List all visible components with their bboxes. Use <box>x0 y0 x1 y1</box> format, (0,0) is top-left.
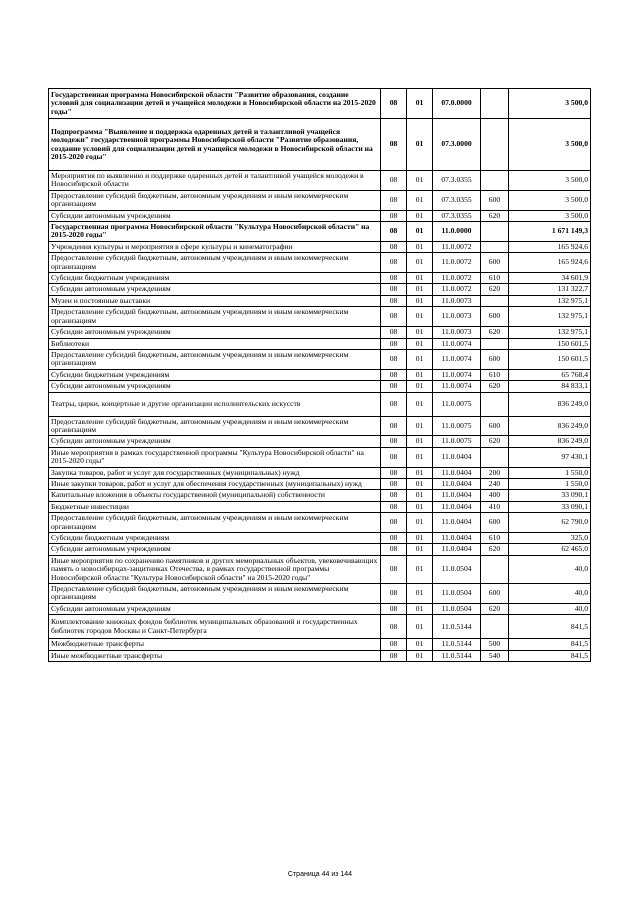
row-subsection-cell: 01 <box>407 467 433 478</box>
row-section-cell: 08 <box>381 478 407 489</box>
row-name-cell: Субсидии бюджетным учреждениям <box>49 369 381 380</box>
table-row <box>49 501 591 512</box>
row-subsection-cell: 01 <box>407 171 433 191</box>
row-target-cell: 07.0.0000 <box>433 89 481 119</box>
row-name-cell: Субсидии автономным учреждениям <box>49 603 381 614</box>
row-section-cell: 08 <box>381 584 407 604</box>
row-amount-cell: 3 500,0 <box>509 210 591 221</box>
row-expense-type-cell <box>481 171 509 191</box>
row-amount-cell: 40,0 <box>509 555 591 583</box>
row-target-cell: 11.0.0000 <box>433 222 481 242</box>
row-subsection-cell: 01 <box>407 584 433 604</box>
row-subsection-cell: 01 <box>407 273 433 284</box>
row-subsection-cell: 01 <box>407 284 433 295</box>
row-subsection-cell: 01 <box>407 210 433 221</box>
row-subsection-cell: 01 <box>407 555 433 583</box>
row-target-cell: 11.0.0073 <box>433 307 481 327</box>
row-section-cell: 08 <box>381 327 407 338</box>
table-row <box>49 447 591 467</box>
row-expense-type-cell: 540 <box>481 650 509 661</box>
table-row <box>49 436 591 447</box>
row-expense-type-cell: 600 <box>481 513 509 533</box>
row-subsection-cell: 01 <box>407 544 433 555</box>
row-subsection-cell: 01 <box>407 416 433 436</box>
row-expense-type-cell: 410 <box>481 501 509 512</box>
row-amount-cell: 165 924,6 <box>509 253 591 273</box>
table-row <box>49 307 591 327</box>
row-section-cell: 08 <box>381 338 407 349</box>
row-name-cell: Иные мероприятия по сохранению памятников и других мемориальных объектов, увековечивающих память о новосибирцах-защитниках Отечества, в рамках государственной программы Новосибирской области "Культура Новосибирской области" на 2015-2020 годы" <box>49 555 381 583</box>
row-name-cell: Библиотеки <box>49 338 381 349</box>
row-name-cell: Предоставление субсидий бюджетным, автономным учреждениям и иным некоммерческим организациям <box>49 349 381 369</box>
row-subsection-cell: 01 <box>407 307 433 327</box>
row-expense-type-cell <box>481 89 509 119</box>
row-subsection-cell: 01 <box>407 639 433 650</box>
row-amount-cell: 150 601,5 <box>509 349 591 369</box>
row-amount-cell: 325,0 <box>509 533 591 544</box>
row-subsection-cell: 01 <box>407 253 433 273</box>
row-target-cell: 11.0.0075 <box>433 392 481 416</box>
row-name-cell: Субсидии бюджетным учреждениям <box>49 533 381 544</box>
row-section-cell: 08 <box>381 210 407 221</box>
row-target-cell: 11.0.0074 <box>433 349 481 369</box>
row-section-cell: 08 <box>381 222 407 242</box>
table-row <box>49 171 591 191</box>
table-row <box>49 650 591 661</box>
row-section-cell: 08 <box>381 284 407 295</box>
row-expense-type-cell: 620 <box>481 436 509 447</box>
row-name-cell: Межбюджетные трансферты <box>49 639 381 650</box>
row-expense-type-cell: 620 <box>481 544 509 555</box>
row-section-cell: 08 <box>381 639 407 650</box>
row-target-cell: 07.3.0355 <box>433 190 481 210</box>
row-expense-type-cell: 620 <box>481 603 509 614</box>
table-row <box>49 416 591 436</box>
row-target-cell: 11.0.0073 <box>433 327 481 338</box>
row-expense-type-cell: 600 <box>481 416 509 436</box>
row-target-cell: 11.0.0075 <box>433 436 481 447</box>
row-subsection-cell: 01 <box>407 381 433 392</box>
row-amount-cell: 3 500,0 <box>509 89 591 119</box>
row-target-cell: 11.0.0504 <box>433 584 481 604</box>
row-target-cell: 11.0.0504 <box>433 603 481 614</box>
row-section-cell: 08 <box>381 171 407 191</box>
row-amount-cell: 836 249,0 <box>509 392 591 416</box>
row-expense-type-cell <box>481 555 509 583</box>
row-target-cell: 11.0.0072 <box>433 273 481 284</box>
row-target-cell: 11.0.0404 <box>433 478 481 489</box>
row-name-cell: Закупка товаров, работ и услуг для государственных (муниципальных) нужд <box>49 467 381 478</box>
table-row <box>49 222 591 242</box>
row-expense-type-cell: 620 <box>481 381 509 392</box>
row-name-cell: Комплектование книжных фондов библиотек муниципальных образований и государственных библиотек городов Москвы и Санкт-Петербурга <box>49 615 381 639</box>
table-row <box>49 392 591 416</box>
row-expense-type-cell: 610 <box>481 273 509 284</box>
row-name-cell: Субсидии автономным учреждениям <box>49 544 381 555</box>
row-target-cell: 11.0.5144 <box>433 650 481 661</box>
budget-table <box>48 88 591 662</box>
row-expense-type-cell: 200 <box>481 467 509 478</box>
table-row <box>49 584 591 604</box>
row-section-cell: 08 <box>381 501 407 512</box>
row-expense-type-cell: 610 <box>481 369 509 380</box>
row-amount-cell: 1 550,0 <box>509 467 591 478</box>
row-target-cell: 11.0.0074 <box>433 381 481 392</box>
row-subsection-cell: 01 <box>407 501 433 512</box>
table-row <box>49 253 591 273</box>
row-section-cell: 08 <box>381 190 407 210</box>
row-name-cell: Предоставление субсидий бюджетным, автономным учреждениям и иным некоммерческим организациям <box>49 416 381 436</box>
row-amount-cell: 132 975,1 <box>509 327 591 338</box>
row-name-cell: Музеи и постоянные выставки <box>49 295 381 306</box>
row-amount-cell: 1 671 149,3 <box>509 222 591 242</box>
row-name-cell: Подпрограмма "Выявление и поддержка одаренных детей и талантливой учащейся молодежи" государственной программы Новосибирской области "Развитие образования, создание условий для социализации детей и учащейся молодежи в Новосибирской области на 2015-2020 годы" <box>49 119 381 171</box>
table-row <box>49 210 591 221</box>
table-row <box>49 369 591 380</box>
row-amount-cell: 40,0 <box>509 584 591 604</box>
row-name-cell: Субсидии автономным учреждениям <box>49 381 381 392</box>
row-section-cell: 08 <box>381 273 407 284</box>
row-expense-type-cell <box>481 615 509 639</box>
table-row <box>49 467 591 478</box>
row-target-cell: 11.0.0404 <box>433 490 481 501</box>
row-name-cell: Государственная программа Новосибирской области "Культура Новосибирской области" на 2015-2020 годы" <box>49 222 381 242</box>
row-amount-cell: 97 430,1 <box>509 447 591 467</box>
row-name-cell: Предоставление субсидий бюджетным, автономным учреждениям и иным некоммерческим организациям <box>49 253 381 273</box>
row-subsection-cell: 01 <box>407 533 433 544</box>
row-name-cell: Субсидии автономным учреждениям <box>49 436 381 447</box>
row-expense-type-cell: 600 <box>481 253 509 273</box>
row-section-cell: 08 <box>381 603 407 614</box>
row-subsection-cell: 01 <box>407 490 433 501</box>
row-name-cell: Учреждения культуры и мероприятия в сфере культуры и кинематографии <box>49 241 381 252</box>
row-subsection-cell: 01 <box>407 392 433 416</box>
table-row <box>49 603 591 614</box>
row-section-cell: 08 <box>381 615 407 639</box>
row-target-cell: 11.0.0072 <box>433 253 481 273</box>
row-amount-cell: 34 601,9 <box>509 273 591 284</box>
row-expense-type-cell <box>481 241 509 252</box>
row-section-cell: 08 <box>381 447 407 467</box>
table-row <box>49 544 591 555</box>
row-section-cell: 08 <box>381 253 407 273</box>
row-target-cell: 11.0.0075 <box>433 416 481 436</box>
row-name-cell: Субсидии автономным учреждениям <box>49 284 381 295</box>
row-section-cell: 08 <box>381 555 407 583</box>
row-subsection-cell: 01 <box>407 447 433 467</box>
row-amount-cell: 1 550,0 <box>509 478 591 489</box>
table-row <box>49 190 591 210</box>
row-expense-type-cell <box>481 392 509 416</box>
row-section-cell: 08 <box>381 533 407 544</box>
row-name-cell: Иные межбюджетные трансферты <box>49 650 381 661</box>
row-amount-cell: 62 465,0 <box>509 544 591 555</box>
row-name-cell: Мероприятия по выявлению и поддержке одаренных детей и талантливой учащейся молодежи в Новосибирской области <box>49 171 381 191</box>
row-expense-type-cell: 600 <box>481 190 509 210</box>
row-section-cell: 08 <box>381 381 407 392</box>
row-section-cell: 08 <box>381 392 407 416</box>
table-row <box>49 273 591 284</box>
row-amount-cell: 150 601,5 <box>509 338 591 349</box>
table-row <box>49 639 591 650</box>
row-section-cell: 08 <box>381 307 407 327</box>
row-expense-type-cell: 240 <box>481 478 509 489</box>
row-name-cell: Театры, цирки, концертные и другие организации исполнительских искусств <box>49 392 381 416</box>
table-row <box>49 478 591 489</box>
row-amount-cell: 131 322,7 <box>509 284 591 295</box>
row-section-cell: 08 <box>381 544 407 555</box>
row-amount-cell: 33 090,1 <box>509 501 591 512</box>
table-row <box>49 615 591 639</box>
row-name-cell: Предоставление субсидий бюджетным, автономным учреждениям и иным некоммерческим организациям <box>49 513 381 533</box>
row-target-cell: 11.0.0404 <box>433 467 481 478</box>
row-expense-type-cell <box>481 295 509 306</box>
row-target-cell: 11.0.0404 <box>433 533 481 544</box>
row-subsection-cell: 01 <box>407 89 433 119</box>
row-amount-cell: 836 249,0 <box>509 436 591 447</box>
row-expense-type-cell: 500 <box>481 639 509 650</box>
row-section-cell: 08 <box>381 490 407 501</box>
row-target-cell: 11.0.0404 <box>433 447 481 467</box>
row-name-cell: Субсидии автономным учреждениям <box>49 210 381 221</box>
row-amount-cell: 132 975,1 <box>509 307 591 327</box>
row-section-cell: 08 <box>381 369 407 380</box>
row-expense-type-cell: 620 <box>481 327 509 338</box>
row-subsection-cell: 01 <box>407 295 433 306</box>
row-expense-type-cell <box>481 447 509 467</box>
table-row <box>49 89 591 119</box>
row-amount-cell: 62 790,0 <box>509 513 591 533</box>
row-target-cell: 11.0.0073 <box>433 295 481 306</box>
row-section-cell: 08 <box>381 467 407 478</box>
row-subsection-cell: 01 <box>407 369 433 380</box>
row-target-cell: 11.0.0504 <box>433 555 481 583</box>
row-name-cell: Иные мероприятия в рамках государственной программы "Культура Новосибирской области" на 2015-2020 годы" <box>49 447 381 467</box>
row-name-cell: Субсидии автономным учреждениям <box>49 327 381 338</box>
table-row <box>49 513 591 533</box>
table-row <box>49 349 591 369</box>
row-section-cell: 08 <box>381 295 407 306</box>
row-target-cell: 11.0.0072 <box>433 241 481 252</box>
row-expense-type-cell: 400 <box>481 490 509 501</box>
row-subsection-cell: 01 <box>407 650 433 661</box>
table-row <box>49 555 591 583</box>
row-expense-type-cell: 610 <box>481 533 509 544</box>
row-subsection-cell: 01 <box>407 119 433 171</box>
page-footer: Страница 44 из 144 <box>287 871 353 878</box>
row-target-cell: 07.3.0000 <box>433 119 481 171</box>
row-target-cell: 07.3.0355 <box>433 171 481 191</box>
table-row <box>49 327 591 338</box>
row-expense-type-cell <box>481 119 509 171</box>
row-subsection-cell: 01 <box>407 478 433 489</box>
row-section-cell: 08 <box>381 416 407 436</box>
row-amount-cell: 33 090,1 <box>509 490 591 501</box>
row-subsection-cell: 01 <box>407 603 433 614</box>
row-section-cell: 08 <box>381 650 407 661</box>
row-target-cell: 11.0.0404 <box>433 544 481 555</box>
row-expense-type-cell <box>481 338 509 349</box>
table-row <box>49 284 591 295</box>
row-amount-cell: 841,5 <box>509 639 591 650</box>
row-name-cell: Субсидии бюджетным учреждениям <box>49 273 381 284</box>
table-row <box>49 295 591 306</box>
row-amount-cell: 3 500,0 <box>509 119 591 171</box>
row-amount-cell: 132 975,1 <box>509 295 591 306</box>
row-name-cell: Предоставление субсидий бюджетным, автономным учреждениям и иным некоммерческим организациям <box>49 307 381 327</box>
row-subsection-cell: 01 <box>407 349 433 369</box>
row-amount-cell: 3 500,0 <box>509 171 591 191</box>
row-target-cell: 11.0.0074 <box>433 369 481 380</box>
row-amount-cell: 841,5 <box>509 615 591 639</box>
row-name-cell: Иные закупки товаров, работ и услуг для обеспечения государственных (муниципальных) нужд <box>49 478 381 489</box>
row-section-cell: 08 <box>381 119 407 171</box>
row-name-cell: Предоставление субсидий бюджетным, автономным учреждениям и иным некоммерческим организациям <box>49 584 381 604</box>
row-subsection-cell: 01 <box>407 513 433 533</box>
row-amount-cell: 65 768,4 <box>509 369 591 380</box>
row-subsection-cell: 01 <box>407 338 433 349</box>
row-expense-type-cell: 620 <box>481 210 509 221</box>
row-amount-cell: 40,0 <box>509 603 591 614</box>
row-target-cell: 11.0.5144 <box>433 639 481 650</box>
row-target-cell: 11.0.5144 <box>433 615 481 639</box>
row-target-cell: 11.0.0074 <box>433 338 481 349</box>
row-section-cell: 08 <box>381 89 407 119</box>
row-section-cell: 08 <box>381 513 407 533</box>
row-target-cell: 11.0.0404 <box>433 513 481 533</box>
row-section-cell: 08 <box>381 349 407 369</box>
row-section-cell: 08 <box>381 436 407 447</box>
row-name-cell: Бюджетные инвестиции <box>49 501 381 512</box>
row-amount-cell: 84 833,1 <box>509 381 591 392</box>
table-row <box>49 241 591 252</box>
row-subsection-cell: 01 <box>407 222 433 242</box>
row-name-cell: Предоставление субсидий бюджетным, автономным учреждениям и иным некоммерческим организациям <box>49 190 381 210</box>
row-target-cell: 11.0.0072 <box>433 284 481 295</box>
row-amount-cell: 836 249,0 <box>509 416 591 436</box>
table-row <box>49 533 591 544</box>
row-expense-type-cell: 600 <box>481 584 509 604</box>
row-target-cell: 07.3.0355 <box>433 210 481 221</box>
row-expense-type-cell: 600 <box>481 349 509 369</box>
row-subsection-cell: 01 <box>407 190 433 210</box>
row-name-cell: Капитальные вложения в объекты государственной (муниципальной) собственности <box>49 490 381 501</box>
table-row <box>49 338 591 349</box>
row-section-cell: 08 <box>381 241 407 252</box>
row-amount-cell: 841,5 <box>509 650 591 661</box>
table-row <box>49 119 591 171</box>
table-row <box>49 490 591 501</box>
row-expense-type-cell <box>481 222 509 242</box>
row-target-cell: 11.0.0404 <box>433 501 481 512</box>
row-expense-type-cell: 600 <box>481 307 509 327</box>
row-expense-type-cell: 620 <box>481 284 509 295</box>
row-subsection-cell: 01 <box>407 327 433 338</box>
row-subsection-cell: 01 <box>407 241 433 252</box>
table-row <box>49 381 591 392</box>
row-amount-cell: 165 924,6 <box>509 241 591 252</box>
row-subsection-cell: 01 <box>407 615 433 639</box>
row-name-cell: Государственная программа Новосибирской области "Развитие образования, создание условий для социализации детей и учащейся молодежи в Новосибирской области на 2015-2020 годы" <box>49 89 381 119</box>
row-subsection-cell: 01 <box>407 436 433 447</box>
row-amount-cell: 3 500,0 <box>509 190 591 210</box>
